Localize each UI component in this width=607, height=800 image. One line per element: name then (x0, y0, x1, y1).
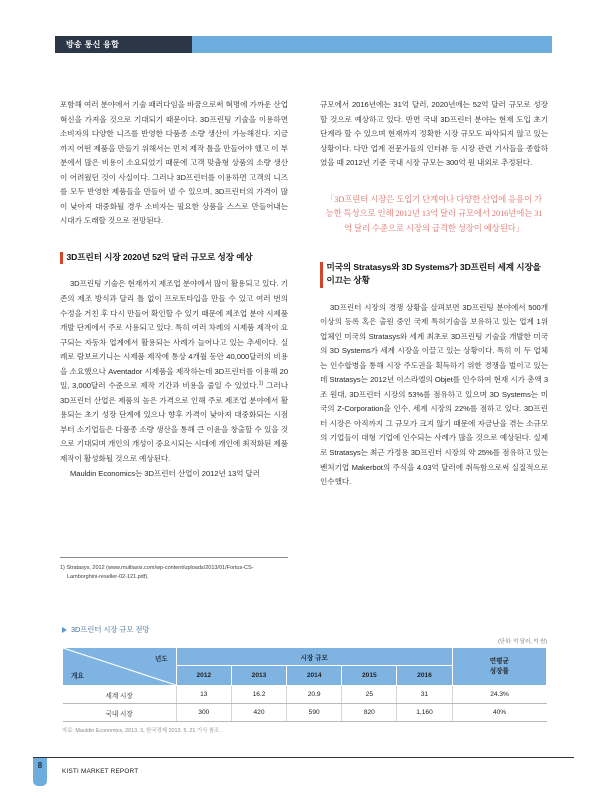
paragraph-domestic-market: 규모에서 2016년에는 31억 달러, 2020년에는 52억 달러 규모로 성장할 것으로 예상하고 있다. 반면 국내 3D프린터 분야는 현재 도입 초기 단계라 할 수 있으며 현재까지 정확한 시장 규모도 파악되지 않고 있는 상황이다. 다만 업계 전문가들의 인터뷰 등 시장 관련 기사들을 종합하였을 때 2012년 기준 국내 시장 규모는 300억 원 내외로 추정된다. (320, 100, 548, 168)
table-cell-domestic-cagr: 40% (452, 704, 546, 722)
table-header-year-2016: 2016 (397, 666, 452, 686)
table-header-cagr (452, 648, 546, 686)
table-row (63, 704, 547, 722)
table-title-row (62, 624, 547, 635)
table-cell-global-2012: 13 (176, 686, 231, 704)
table-header-year-2014: 2014 (287, 666, 342, 686)
table-header-cagr-line1: 연평균 (489, 658, 509, 665)
table-header-year-2012: 2012 (176, 666, 231, 686)
table-header-row-1 (63, 648, 547, 666)
section-heading-global-leaders (320, 261, 548, 288)
table-source-note: 자료: Mauldin Economics, 2013. 3, 한국경제 2013. 5. 21 기사 참조. (62, 728, 221, 734)
table-group-header-market-size: 시장 규모 (176, 648, 452, 666)
table-header-year-2015: 2015 (342, 666, 397, 686)
paragraph-competition: 3D프린터 시장의 경쟁 상황을 살펴보면 3D프린팅 분야에서 500개 이상의 등록 혹은 출원 중인 국제 특허기술을 보유하고 있는 업계 1위 업체인 미국의 Stratasys와 세계 최초로 3D프린팅 기술을 개발한 미국의 3D Systems가 세계 시장을 이끌고 있는 상황이다. 특히 이 두 업체는 인수합병을 통해 시장 주도권을 획득하기 위한 경쟁을 벌이고 있는데 Stratasys는 2012년 이스라엘의 Objet를 인수하여 현재 시가 총액 3조 원대, 3D프린터 시장의 53%를 점유하고 있으며 3D Systems는 미국의 Z-Corporation을 인수, 세계 시장의 22%를 점하고 있다. 3D프린터 시장은 아직까지 그 규모가 크지 않기 때문에 자금난을 겪는 소규모의 기업들이 대형 기업에 인수되는 사례가 많을 것으로 예상된다. 실제로 Stratasys는 최근 가정용 3D프린터 시장의 약 25%를 점유하고 있는 벤처기업 Makerbot의 주식을 4.03억 달러에 취득함으로써 실질적으로 인수했다. (320, 302, 548, 487)
table-cell-global-2013: 16.2 (231, 686, 286, 704)
table-block (62, 624, 547, 734)
left-column (60, 98, 288, 481)
paragraph-manufacturing-text-cont: 그러나 3D프린터 산업은 제품의 높은 가격으로 인해 주로 제조업 분야에서 활용되는 초기 성장 단계에 있으나 향후 가격이 낮아져 대중화되는 시점부터 소기업들은 다품종 소량 생산을 통해 큰 이윤을 창출할 수 있을 것으로 기대되며 개인의 개성이 중요시되는 시대에 개인에 최적화된 제품 제작이 활성화될 것으로 예상된다. (60, 381, 288, 463)
table-cell-global-2015: 25 (342, 686, 397, 704)
footnote-marker-1: 1) (258, 380, 264, 387)
table-unit-note: (단위: 억 달러, 억 원) (497, 639, 547, 645)
section-heading-market-forecast (60, 251, 288, 265)
table-header-year-2013: 2013 (231, 666, 286, 686)
section-heading-marker (60, 252, 63, 265)
footnote-1 (60, 564, 288, 582)
paragraph-mauldin: Mauldin Economics는 3D프린터 산업이 2012년 13억 달러 (70, 468, 261, 478)
pull-quote: 「3D프린터 시장은 도입기 단계이나 다양한 산업에 응용이 가능한 특성으로 인해 2012년 13억 달러 규모에서 2016년에는 31억 달러 수준으로 시장의 급격한 성장이 예상된다」 (325, 194, 543, 233)
page-number-badge: 8 (33, 758, 47, 786)
table-corner-year-label: 년도 (154, 656, 168, 663)
triangle-right-icon (62, 627, 67, 633)
paragraph-intro: 포함해 여러 분야에서 기술 패러다임을 바꿈으로써 혁명에 가까운 산업 혁신을 가져올 것으로 기대되기 때문이다. 3D프린팅 기술을 이용하면 소비자의 다양한 니즈를 반영한 다품종 소량 생산이 가능해진다. 지금까지 어떤 제품을 만들기 위해서는 먼저 제작 틀을 만들어야 했고 이 부분에서 많은 비용이 소요되었기 때문에 고객 맞춤형 상품의 소량 생산이 어려웠던 것이 사실이다. 그러나 3D프린터를 이용하면 고객의 니즈를 모두 반영한 제품들을 만들어 낼 수 있으며, 3D프린터의 가격이 많이 낮아져 대중화될 경우 소비자는 필요한 상품을 스스로 만들어내는 시대가 도래할 것으로 전망된다. (60, 100, 288, 226)
table-cell-domestic-2016: 1,160 (397, 704, 452, 722)
section-heading-label: 미국의 Stratasys와 3D Systems가 3D프린터 세계 시장을 이끄는 상황 (326, 261, 541, 286)
table-cell-global-cagr: 24.3% (452, 686, 546, 704)
table-corner-outline-label: 개요 (71, 673, 84, 680)
table-title: 3D프린터 시장 규모 전망 (71, 625, 150, 634)
page-footer (33, 758, 138, 786)
article-content (60, 98, 547, 598)
table-row-label-domestic: 국내 시장 (63, 704, 177, 722)
table-row-label-global: 세계 시장 (63, 686, 177, 704)
table-cell-global-2016: 31 (397, 686, 452, 704)
table-cell-global-2014: 20.9 (287, 686, 342, 704)
table-cell-domestic-2013: 420 (231, 704, 286, 722)
header-section-label: 방송 통신 융합 (66, 39, 120, 49)
section-heading-label: 3D프린터 시장 2020년 52억 달러 규모로 성장 예상 (66, 251, 253, 262)
table-cell-domestic-2014: 590 (287, 704, 342, 722)
table-corner-cell (63, 648, 177, 686)
paragraph-manufacturing (60, 277, 288, 466)
footer-report-label: KISTI MARKET REPORT (62, 768, 139, 775)
market-forecast-table (62, 647, 547, 722)
footnote-area (60, 557, 288, 582)
table-cell-domestic-2012: 300 (176, 704, 231, 722)
right-column (320, 98, 548, 490)
table-cell-domestic-2015: 820 (342, 704, 397, 722)
table-header-cagr-line2: 성장률 (489, 667, 509, 675)
paragraph-manufacturing-text: 3D프린팅 기술은 현재까지 제조업 분야에서 많이 활용되고 있다. 기존의 제조 방식과 달리 틀 없이 프로토타입을 만들 수 있고 여러 번의 수정을 거친 후 다시 만들어 확인할 수 있기 때문에 제조업 분야 시제품 개발 단계에서 주로 사용되고 있다. 특히 여러 차례의 시제품 제작이 요구되는 자동차 업계에서 활용되는 사례가 늘어나고 있는 추세이다. 실례로 람보르기니는 시제품 제작에 통상 4개월 동안 40,000달러의 비용을 소요했으나 Aventador 시제품을 제작하는데 3D프린터를 이용해 20일, 3,000달러 수준으로 제작 기간과 비용을 줄일 수 있었다. (60, 279, 288, 391)
header-accent-bar (192, 36, 552, 53)
footnote-1-line2: Lamborghini-reseller-02-121.pdf). (67, 574, 149, 580)
table-row (63, 686, 547, 704)
header-section-tab (55, 36, 192, 53)
footnote-divider (60, 557, 288, 558)
footnote-1-line1: 1) Stratasys, 2012 (www.multiaxis.com/wp-content/uploads/2013/01/Fortus-CS- (60, 565, 254, 571)
page-header (55, 36, 552, 53)
section-heading-marker (320, 262, 323, 288)
